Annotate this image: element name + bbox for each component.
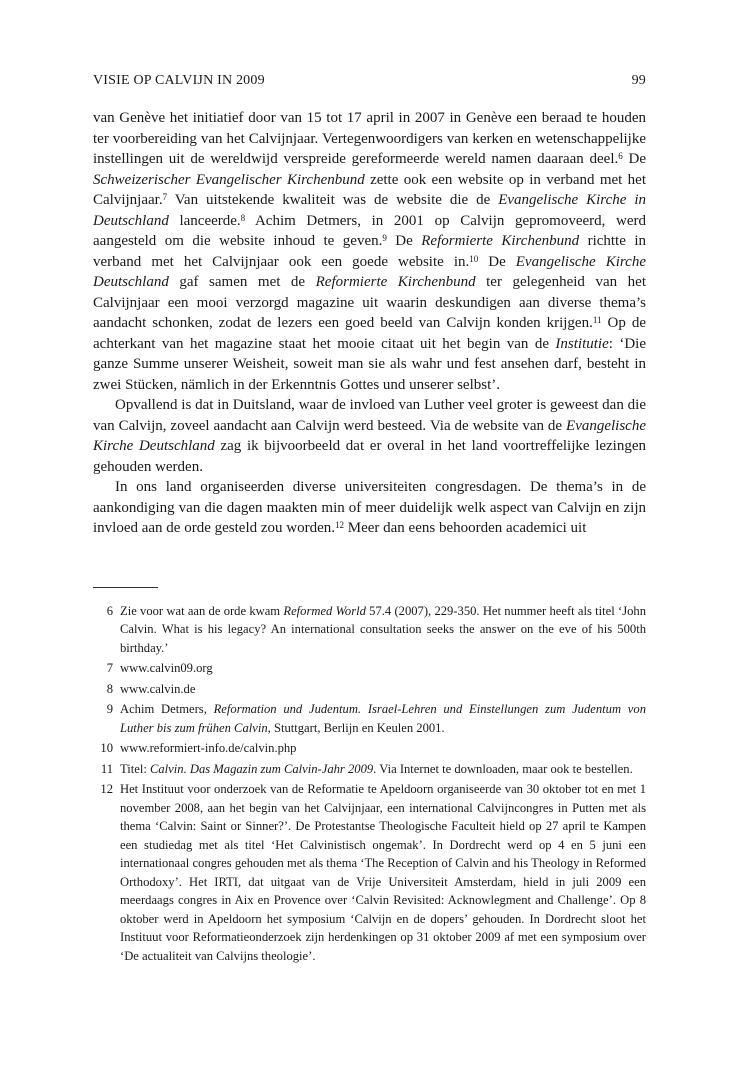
italic-run: Calvin. Das Magazin zum Calvin-Jahr 2009 — [149, 761, 374, 776]
text-run: 57.4 (2007), 229-350. Het nummer heeft als titel ‘John Calvin. What is his legacy? An international consultation seeks the answer on the eve of his 500th birthday.’ — [120, 603, 647, 655]
text-run: www.reformiert-info.de/calvin.php — [120, 741, 297, 755]
text-run: van Genève het initiatief door van 15 tot 17 april in 2007 in Genève een beraad te houden ter voorbereiding van het Calvijnjaar. Vertegenwoordigers van kerken en wetenschappelijke instellingen uit de wereldwijd verspreide gereformeerde wereld namen daaraan deel. — [93, 110, 646, 167]
text-run: De — [478, 253, 516, 270]
footnote-text — [120, 739, 646, 758]
footnote-text — [120, 602, 646, 658]
text-run: Titel: — [120, 761, 150, 776]
footnote-text — [120, 780, 646, 965]
footnote-number: 7 — [106, 661, 113, 675]
text-run: ter gelegenheid van het Calvijnjaar een mooi verzorgd magazine uit waarin deskundigen aan diverse thema’s aandacht schonken, zodat de lezers een goed beeld van Calvijn konden krijgen. — [93, 274, 646, 331]
footnote — [93, 780, 646, 965]
running-header — [93, 72, 646, 90]
footnote-ref: 12 — [335, 520, 344, 530]
footnote-separator — [93, 587, 158, 588]
text-run: . Via Internet te downloaden, maar ook te bestellen. — [373, 761, 633, 776]
text-run: www.calvin.de — [120, 681, 196, 696]
footnote-ref: 6 — [618, 151, 623, 161]
footnote-ref: 9 — [382, 233, 387, 243]
text-run: zag ik bijvoorbeeld dat er overal in het land voortreffelijke lezingen gehouden werden. — [93, 438, 647, 475]
text-run: www.calvin09.org — [120, 661, 213, 675]
footnote — [93, 680, 646, 699]
text-run: : ‘Die ganze Summe unserer Weisheit, soweit man sie als wahr und fest ansehen darf, besteht in zwei Stücken, nämlich in der Erkenntnis Gottes und unserer selbst’. — [93, 335, 646, 393]
footnote-text — [120, 700, 646, 737]
text-run: , Stuttgart, Berlijn en Keulen 2001. — [267, 720, 445, 735]
footnote-ref: 8 — [240, 212, 246, 223]
footnote — [93, 700, 646, 737]
text-run: gaf samen met de — [168, 274, 316, 290]
italic-run: Schweizerischer Evangelischer Kirchenbund — [93, 171, 365, 188]
italic-run: Evangelische Kirche in Deutschland — [93, 192, 646, 229]
italic-run: Reformierte Kirchenbund — [315, 274, 476, 290]
text-run: De — [386, 233, 422, 249]
italic-run: Evangelische Kirche Deutschland — [93, 417, 646, 454]
text-run: In ons land organiseerden diverse universiteiten congresdagen. De thema’s in de aankondiging van die dagen maakten min of meer duidelijk welk aspect van Calvijn en zijn invloed aan de orde gesteld zou worden. — [93, 479, 646, 536]
footnote-text — [120, 760, 646, 779]
italic-run: Reformierte Kirchenbund — [421, 233, 580, 249]
footnote-number: 9 — [106, 702, 113, 716]
italic-run: Evangelische Kirche Deutschland — [93, 253, 646, 290]
footnote-number: 8 — [106, 681, 113, 696]
footnote — [93, 760, 646, 779]
text-run: Op de achterkant van het magazine staat het mooie citaat uit het begin van de — [93, 315, 646, 352]
footnote — [93, 602, 646, 658]
footnote-number: 11 — [100, 761, 113, 776]
footnote-text — [120, 680, 646, 699]
text-run: Van uitstekende kwaliteit was de website die de — [167, 192, 499, 208]
italic-run: Reformed World — [283, 603, 366, 618]
text-run: zette ook een website op in verband met het Calvijnjaar. — [93, 171, 646, 208]
footnote-ref: 11 — [592, 315, 602, 325]
footnote — [93, 659, 646, 678]
text-run: Opvallend is dat in Duitsland, waar de invloed van Luther veel groter is geweest dan die van Calvijn, zoveel aandacht aan Calvijn werd besteed. Via de website van de — [93, 397, 646, 434]
text-run: Meer dan eens behoorden academici uit — [344, 520, 587, 536]
footnote-number: 6 — [106, 603, 113, 618]
text-run: lanceerde. — [168, 212, 241, 229]
paragraph — [93, 395, 646, 477]
footnotes — [93, 602, 646, 966]
body-text — [93, 108, 646, 539]
footnote-ref: 7 — [162, 192, 168, 202]
italic-run: Reformation und Judentum. Israel-Lehren und Einstellungen zum Judentum von Luther bis zum frühen Calvin — [120, 702, 646, 735]
page — [93, 72, 646, 967]
paragraph — [93, 477, 646, 539]
text-run: Achim Detmers, in 2001 op Calvijn gepromoveerd, werd aangesteld om die website inhoud te geven. — [93, 212, 647, 249]
footnote-ref: 10 — [469, 253, 479, 264]
footnote-number: 10 — [100, 741, 113, 755]
footnote — [93, 739, 646, 758]
running-title: VISIE OP CALVIJN IN 2009 — [93, 73, 265, 88]
italic-run: Institutie — [555, 335, 609, 352]
text-run: Achim Detmers, — [120, 702, 214, 716]
text-run: De — [622, 151, 646, 167]
paragraph — [93, 108, 646, 395]
text-run: richtte in verband met het Calvijnjaar ook een goede website in. — [93, 233, 646, 270]
footnote-number: 12 — [100, 782, 113, 796]
text-run: Zie voor wat aan de orde kwam — [120, 603, 284, 618]
footnote-text — [120, 659, 646, 678]
page-number: 99 — [631, 73, 646, 88]
text-run: Het Instituut voor onderzoek van de Reformatie te Apeldoorn organiseerde van 30 oktober tot en met 1 november 2008, aan het begin van het Calvijnjaar, een international Calvijncongres in Putten met als thema ‘Calvin: Saint or Sinner?’. De Protestantse Theologische Faculteit hield op 27 april te Kampen een studiedag met als titel ‘Het Calvinistisch ongemak’. In Dordrecht werd op 4 en 5 juni een internationaal congres gehouden met als thema ‘The Reception of Calvin and his Theology in Reformed Orthodoxy’. Het IRTI, dat uitgaat van de Vrije Universiteit Amsterdam, hield in juli 2009 een meerdaags congres in Aix en Provence over ‘Calvin Revisited: Acknowlegment and Challenge’. Op 8 oktober werd in Apeldoorn het symposium ‘Calvijn en de dopers’ gehouden. In Dordrecht sloot het Instituut voor Reformatieonderzoek zijn herdenkingen op 31 oktober 2009 af met een symposium over ‘De actualiteit van Calvijns theologie’. — [120, 782, 646, 963]
